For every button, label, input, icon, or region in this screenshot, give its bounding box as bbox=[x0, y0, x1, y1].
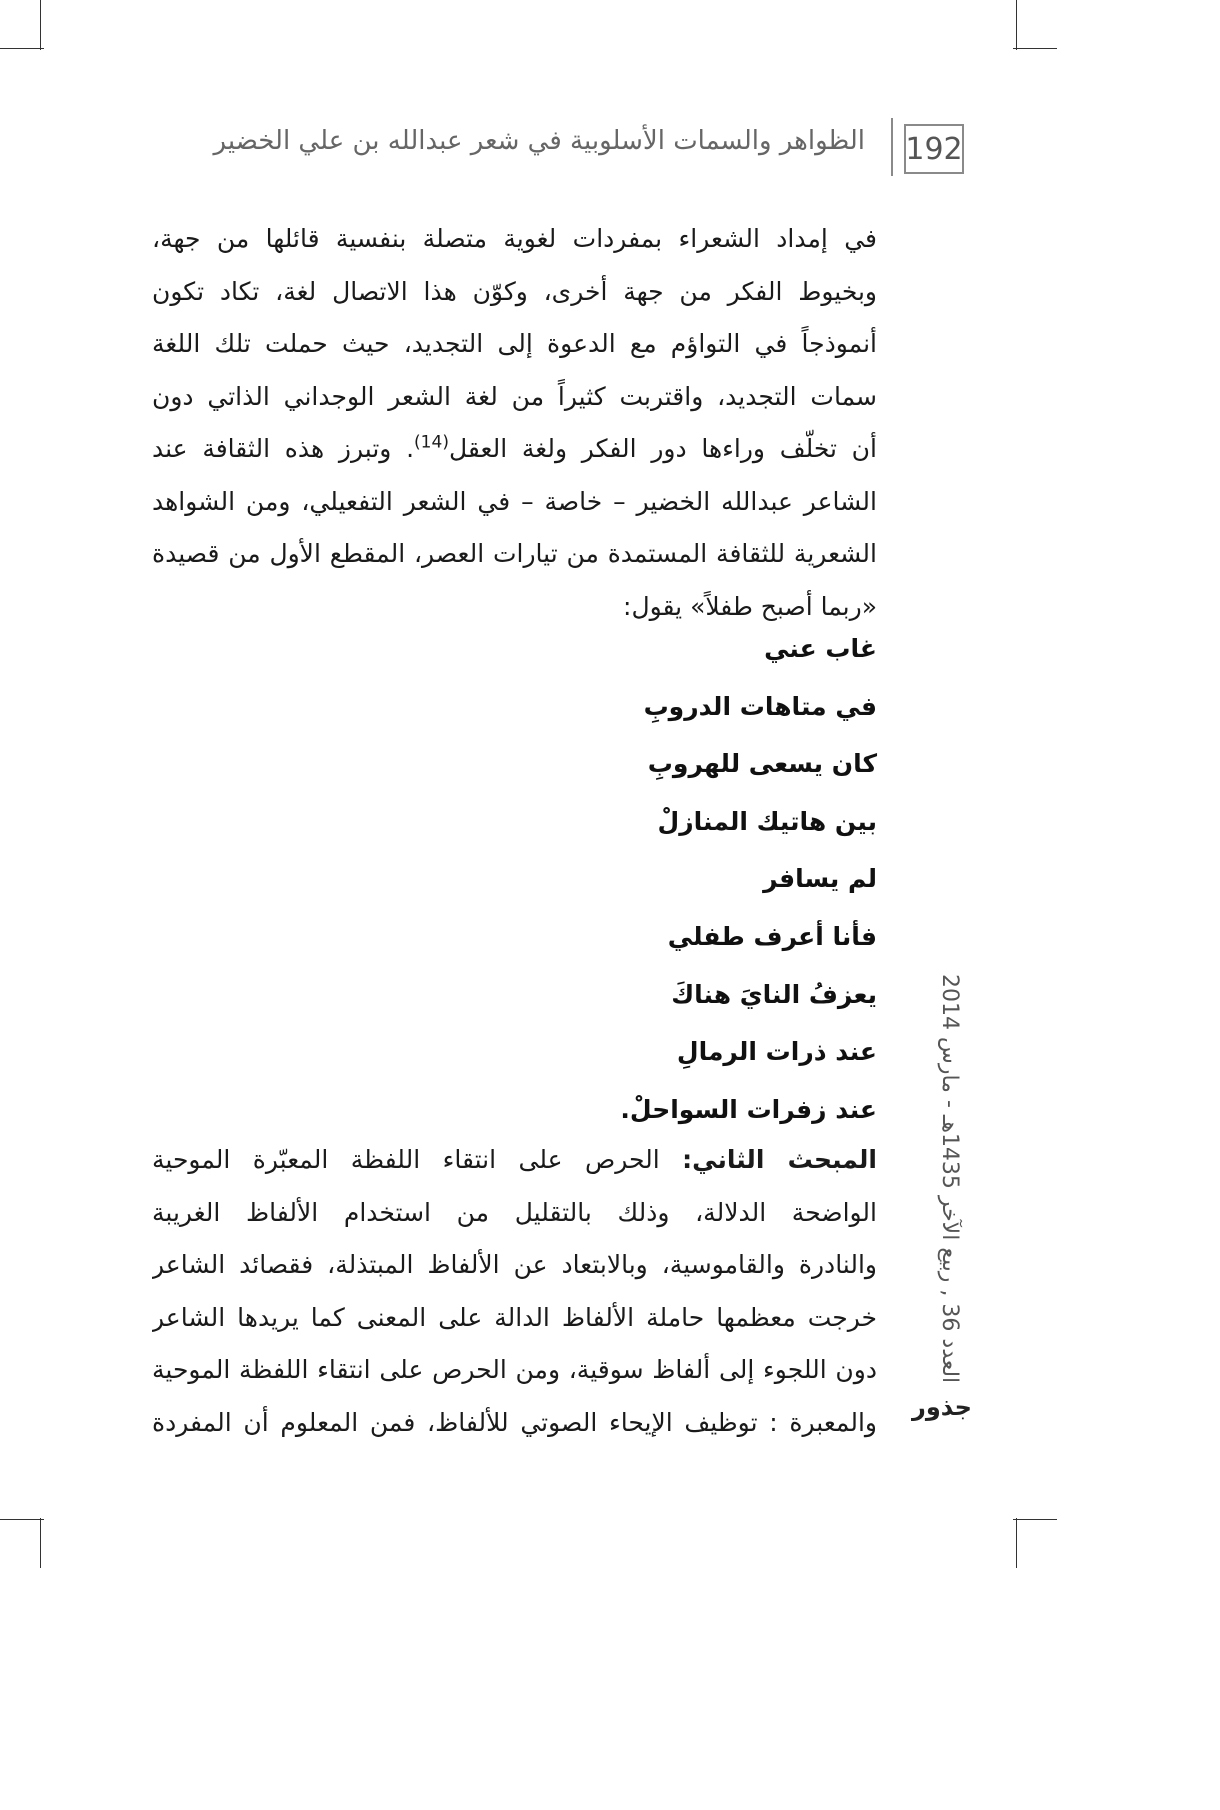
text-line: خرجت معظمها حاملة الألفاظ الدالة على المعنى كما يريدها الشاعر bbox=[152, 1302, 877, 1332]
crop-mark bbox=[40, 1518, 41, 1568]
body-paragraph bbox=[152, 213, 877, 633]
poem-verse: فأنا أعرف طفلي bbox=[667, 921, 877, 951]
text-line: أنموذجاً في التواؤم مع الدعوة إلى التجديد، حيث حملت تلك اللغة bbox=[152, 329, 877, 358]
text-line bbox=[152, 1134, 877, 1187]
text-line: الواضحة الدلالة، وذلك بالتقليل من استخدام الألفاظ الغريبة bbox=[152, 1197, 877, 1227]
text-segment: الحرص على انتقاء اللفظة المعبّرة الموحية bbox=[152, 1145, 660, 1174]
crop-mark bbox=[1016, 0, 1017, 50]
text-line: الشاعر عبدالله الخضير – خاصة – في الشعر التفعيلي، ومن الشواهد bbox=[152, 486, 877, 516]
text-line: والمعبرة : توظيف الإيحاء الصوتي للألفاظ، فمن المعلوم أن المفردة bbox=[152, 1407, 877, 1437]
text-line: وبخيوط الفكر من جهة أخرى، وكوّن هذا الاتصال لغة، تكاد تكون bbox=[152, 276, 877, 306]
text-line: في إمداد الشعراء بمفردات لغوية متصلة بنفسية قائلها من جهة، bbox=[152, 224, 877, 253]
footnote-reference: (14) bbox=[414, 432, 449, 453]
section-two bbox=[152, 1134, 877, 1449]
poem-verse: لم يسافر bbox=[763, 864, 877, 894]
crop-mark bbox=[40, 0, 41, 50]
poem-verse: غاب عني bbox=[764, 634, 877, 663]
poem-verse: في متاهات الدروبِ bbox=[643, 691, 877, 721]
text-segment: أن تخلّف وراءها دور الفكر ولغة العقل bbox=[448, 434, 877, 463]
page-number: 192 bbox=[904, 124, 964, 174]
poem-verse: عند زفرات السواحلْ. bbox=[620, 1094, 877, 1124]
text-segment: . وتبرز هذه الثقافة عند bbox=[152, 434, 415, 463]
section-heading: المبحث الثاني: bbox=[682, 1145, 877, 1174]
text-line: والنادرة والقاموسية، وبالابتعاد عن الألفاظ المبتذلة، فقصائد الشاعر bbox=[152, 1250, 877, 1279]
crop-mark bbox=[1013, 48, 1057, 49]
issue-info: العدد 36 , ربيع الآخر 1435هـ - مارس 2014 bbox=[937, 973, 962, 1383]
poem-verse: بين هاتيك المنازلْ bbox=[657, 806, 877, 836]
poem-verse: عند ذرات الرمالِ bbox=[676, 1037, 877, 1067]
journal-logo: جذور bbox=[912, 1393, 972, 1421]
text-line: دون اللجوء إلى ألفاظ سوقية، ومن الحرص على انتقاء اللفظة الموحية bbox=[152, 1355, 877, 1384]
poem-excerpt bbox=[152, 620, 877, 1138]
crop-mark bbox=[0, 48, 44, 49]
text-line: الشعرية للثقافة المستمدة من تيارات العصر، المقطع الأول من قصيدة bbox=[152, 539, 877, 568]
text-line: سمات التجديد، واقتربت كثيراً من لغة الشعر الوجداني الذاتي دون bbox=[152, 381, 877, 411]
crop-mark bbox=[1016, 1518, 1017, 1568]
poem-verse: يعزفُ النايَ هناكَ bbox=[671, 979, 877, 1009]
header-divider bbox=[891, 118, 893, 176]
crop-mark bbox=[0, 1519, 44, 1520]
text-line: «ربما أصبح طفلاً» يقول: bbox=[623, 591, 877, 621]
crop-mark bbox=[1013, 1519, 1057, 1520]
text-line bbox=[152, 423, 877, 476]
running-head: الظواهر والسمات الأسلوبية في شعر عبدالله بن علي الخضير bbox=[213, 126, 865, 156]
poem-verse: كان يسعى للهروبِ bbox=[647, 749, 877, 779]
